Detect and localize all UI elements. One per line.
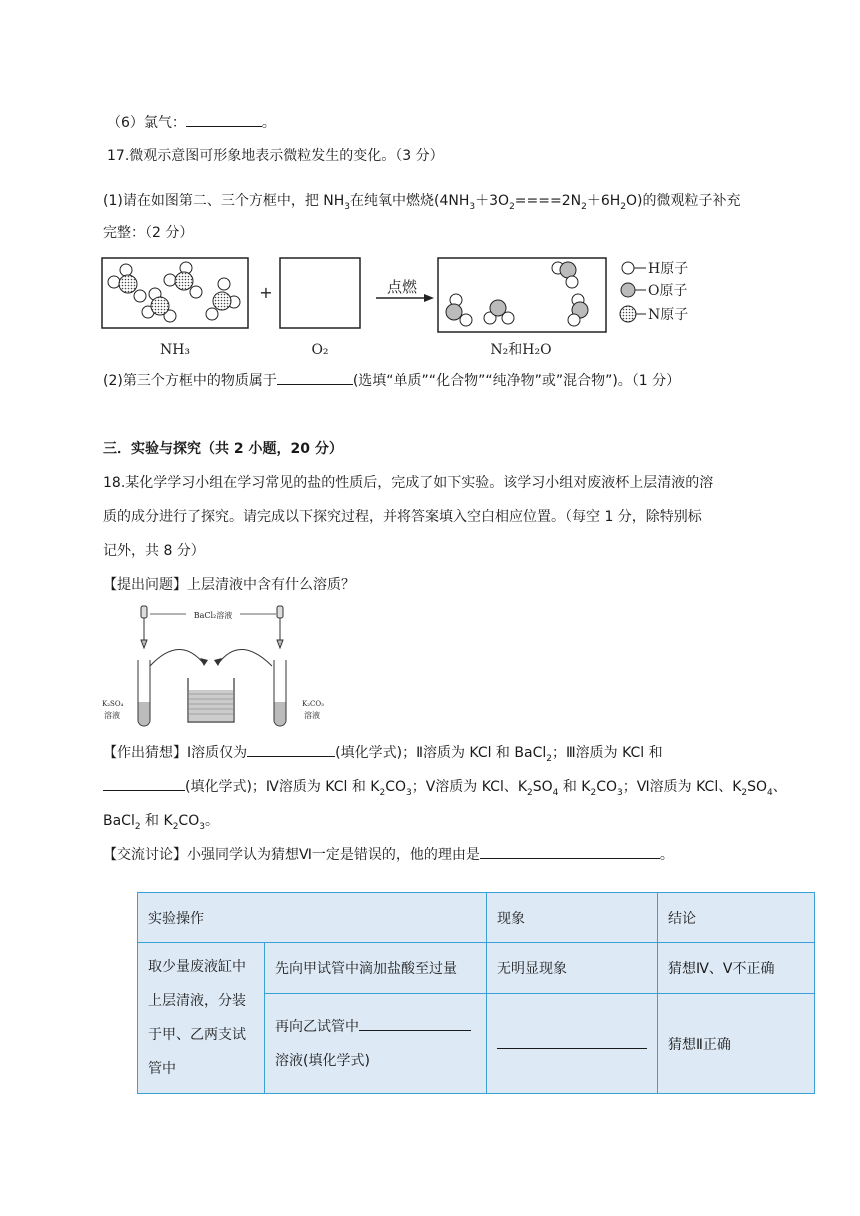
q18-line1: 18.某化学学习小组在学习常见的盐的性质后，完成了如下实验。该学习小组对废液杯上层清液的溶 [103, 475, 714, 491]
q17-part1-line1: (1)请在如图第二、三个方框中，把 $NH_3$在纯氧中燃烧$(4NH_3+3O_2====2N_2+6H_2O)$的微观粒子补充 [103, 193, 741, 212]
h2o-molecule [552, 262, 578, 288]
test-tube-left [138, 660, 150, 726]
answer-blank[interactable] [480, 844, 660, 859]
q18-line3: 记外，共 8 分） [103, 543, 205, 559]
h2o-molecule [484, 300, 514, 324]
apparatus-diagram [100, 604, 340, 732]
discussion: 【交流讨论】小强同学认为猜想Ⅵ一定是错误的，他的理由是 。 [103, 844, 674, 864]
answer-blank[interactable] [359, 1016, 471, 1031]
hypothesis-line2: (填化学式)；Ⅳ溶质为 KCl 和 $K_2CO_3$；Ⅴ溶质为 KCl、$K_2SO_4$ 和 $K_2CO_3$；Ⅵ溶质为 KCl、$K_2SO_4$、 [103, 776, 787, 798]
svg-text:K₂SO₄: K₂SO₄ [102, 700, 124, 708]
row2-operation: 再向乙试管中 溶液(填化学式) [265, 994, 487, 1094]
svg-text:O₂: O₂ [311, 342, 329, 358]
svg-text:N₂和H₂O: N₂和H₂O [490, 342, 552, 358]
answer-blank[interactable] [247, 742, 335, 757]
svg-text:+: + [259, 283, 273, 302]
svg-text:NH₃: NH₃ [159, 342, 191, 358]
answer-blank[interactable] [103, 776, 185, 791]
test-tube-right [274, 660, 286, 726]
header-operation: 实验操作 [138, 893, 487, 943]
q16-item6: （6）氯气： 。 [107, 112, 276, 132]
svg-text:N原子: N原子 [648, 307, 689, 323]
svg-text:BaCl₂溶液: BaCl₂溶液 [193, 611, 233, 620]
nh3-molecule [164, 262, 202, 298]
nh3-molecule [142, 288, 176, 322]
legend [620, 261, 688, 323]
h2o-molecule [568, 294, 588, 326]
molecule-diagram [100, 254, 720, 359]
svg-text:H原子: H原子 [648, 261, 689, 277]
table-row [138, 943, 815, 994]
svg-text:溶液: 溶液 [104, 711, 120, 720]
table-header-row [138, 893, 815, 943]
svg-text:溶液: 溶液 [304, 711, 320, 720]
dropper-left [141, 606, 147, 648]
q17-part1-line2: 完整：（2 分） [103, 225, 194, 241]
svg-text:K₂CO₃: K₂CO₃ [302, 700, 324, 708]
hypothesis-line1: 【作出猜想】Ⅰ溶质仅为 (填化学式)；Ⅱ溶质为 KCl 和 BaCl$_2$；Ⅲ溶质为 KCl 和 [103, 742, 663, 764]
svg-text:O原子: O原子 [648, 283, 688, 299]
header-conclusion: 结论 [658, 893, 815, 943]
row2-conclusion: 猜想Ⅱ正确 [658, 994, 815, 1094]
nh3-molecule [108, 264, 146, 302]
experiment-table [137, 892, 815, 1094]
row1-conclusion: 猜想Ⅳ、Ⅴ不正确 [658, 943, 815, 994]
section3-title: 三．实验与探究（共 2 小题，20 分） [103, 441, 343, 457]
q17-part2: (2)第三个方框中的物质属于 (选填“单质”“化合物”“纯净物”或”混合物”)。（1 分） [103, 370, 680, 390]
svg-text:点燃: 点燃 [386, 278, 418, 296]
q17-title: 17.微观示意图可形象地表示微粒发生的变化。（3 分） [107, 148, 444, 164]
h2o-molecule [446, 294, 472, 326]
answer-blank[interactable] [186, 112, 262, 127]
hypothesis-line3: BaCl$_2$ 和 $K_2CO_3$。 [103, 813, 219, 832]
nh3-molecule [206, 278, 240, 320]
dropper-right [277, 606, 283, 648]
header-phenomenon: 现象 [487, 893, 658, 943]
row2-phenomenon [487, 994, 658, 1094]
answer-blank[interactable] [277, 370, 353, 385]
q18-question: 【提出问题】上层清液中含有什么溶质？ [103, 577, 355, 593]
row1-phenomenon: 无明显现象 [487, 943, 658, 994]
sampling-cell: 取少量废液缸中 上层清液，分装 于甲、乙两支试 管中 [138, 943, 265, 1094]
row1-operation: 先向甲试管中滴加盐酸至过量 [265, 943, 487, 994]
beaker [188, 678, 234, 722]
q18-line2: 质的成分进行了探究。请完成以下探究过程，并将答案填入空白相应位置。（每空 1 分，除特别标 [103, 509, 702, 525]
answer-blank[interactable] [497, 1034, 647, 1049]
box-o2 [280, 258, 360, 328]
